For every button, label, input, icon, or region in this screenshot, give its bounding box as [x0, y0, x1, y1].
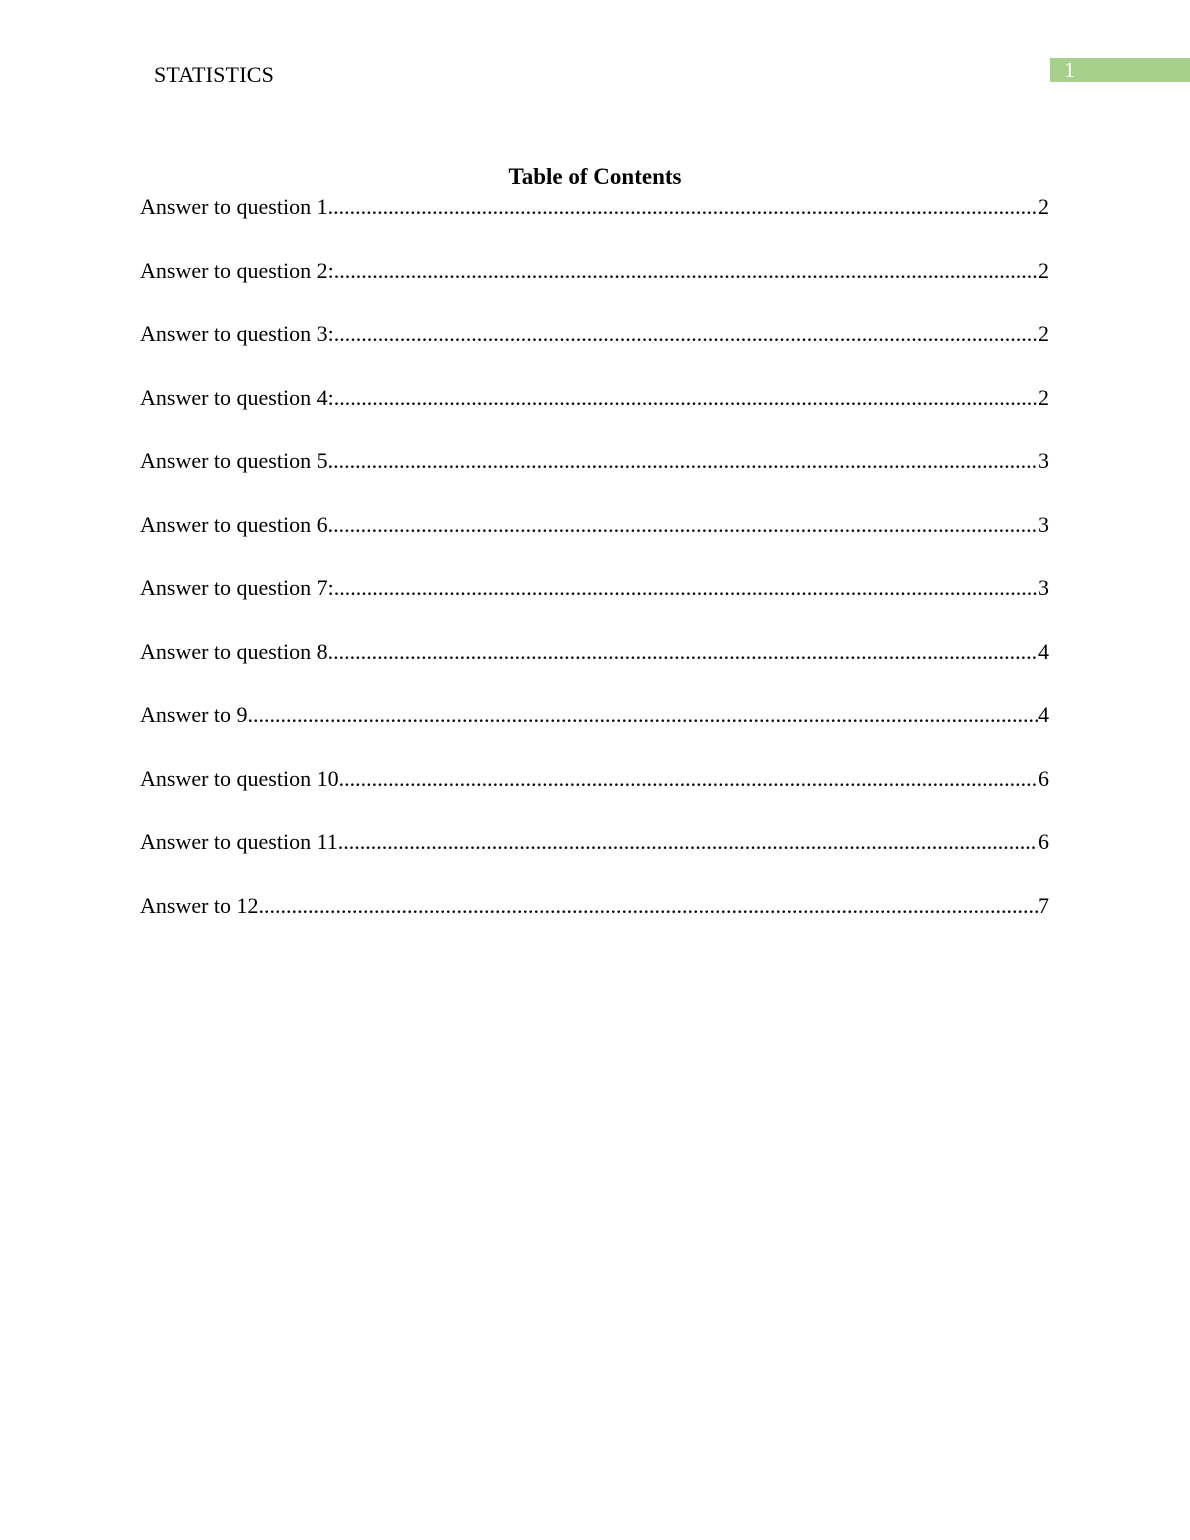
toc-entry-page: 4: [1038, 638, 1049, 664]
toc-dot-leader: [328, 511, 1038, 539]
toc-entry-page: 7: [1038, 892, 1049, 918]
toc-entry-label: Answer to question 3:: [140, 321, 334, 346]
toc-entry-label: Answer to 12: [140, 892, 259, 918]
toc-entry-label: Answer to question 6: [140, 511, 328, 537]
toc-entry-page: 2: [1038, 257, 1049, 283]
toc-entry-page: 2: [1038, 194, 1049, 219]
toc-entry-label: Answer to 9: [140, 702, 248, 727]
toc-entry-page: 3: [1038, 448, 1049, 473]
toc-entry[interactable]: [140, 892, 1049, 956]
toc-entry-label: Answer to question 10: [140, 765, 339, 791]
toc-dot-leader: [334, 320, 1038, 348]
toc-entry[interactable]: [140, 511, 1049, 575]
toc-entry-label: Answer to question 1: [140, 194, 328, 219]
toc-entry-page: 3: [1038, 511, 1049, 537]
toc-entry[interactable]: [140, 828, 1049, 892]
toc-entry[interactable]: [140, 447, 1049, 511]
toc-entry-label: Answer to question 7:: [140, 575, 334, 600]
toc-entry-page: 6: [1038, 829, 1049, 854]
toc-entry-page: 2: [1038, 321, 1049, 346]
toc-dot-leader: [328, 638, 1038, 666]
toc-dot-leader: [334, 574, 1038, 602]
toc-dot-leader: [259, 892, 1038, 920]
toc-entry-label: Answer to question 11: [140, 829, 338, 854]
page-number: 1: [1064, 57, 1075, 82]
toc-dot-leader: [339, 765, 1038, 793]
toc-list: [140, 193, 1049, 955]
toc-entry[interactable]: [140, 384, 1049, 448]
toc-dot-leader: [334, 384, 1038, 412]
toc-entry[interactable]: [140, 574, 1049, 638]
toc-entry-label: Answer to question 4:: [140, 384, 334, 410]
running-head: STATISTICS: [154, 62, 275, 87]
toc-entry[interactable]: [140, 320, 1049, 384]
toc-entry-label: Answer to question 2:: [140, 257, 334, 283]
toc-dot-leader: [334, 257, 1038, 285]
toc-entry[interactable]: [140, 765, 1049, 829]
toc-entry-page: 2: [1038, 384, 1049, 410]
toc-dot-leader: [338, 828, 1038, 856]
toc-entry-label: Answer to question 8: [140, 638, 328, 664]
toc-entry[interactable]: [140, 701, 1049, 765]
page-number-badge: [1050, 58, 1190, 82]
toc-dot-leader: [328, 447, 1038, 475]
toc-entry[interactable]: [140, 638, 1049, 702]
toc-entry[interactable]: [140, 193, 1049, 257]
toc-dot-leader: [248, 701, 1038, 729]
toc-entry[interactable]: [140, 257, 1049, 321]
toc-entry-page: 4: [1038, 702, 1049, 727]
toc-entry-page: 6: [1038, 765, 1049, 791]
toc-entry-page: 3: [1038, 575, 1049, 600]
toc-dot-leader: [328, 193, 1038, 221]
toc-entry-label: Answer to question 5: [140, 448, 328, 473]
toc-heading: Table of Contents: [508, 164, 682, 189]
